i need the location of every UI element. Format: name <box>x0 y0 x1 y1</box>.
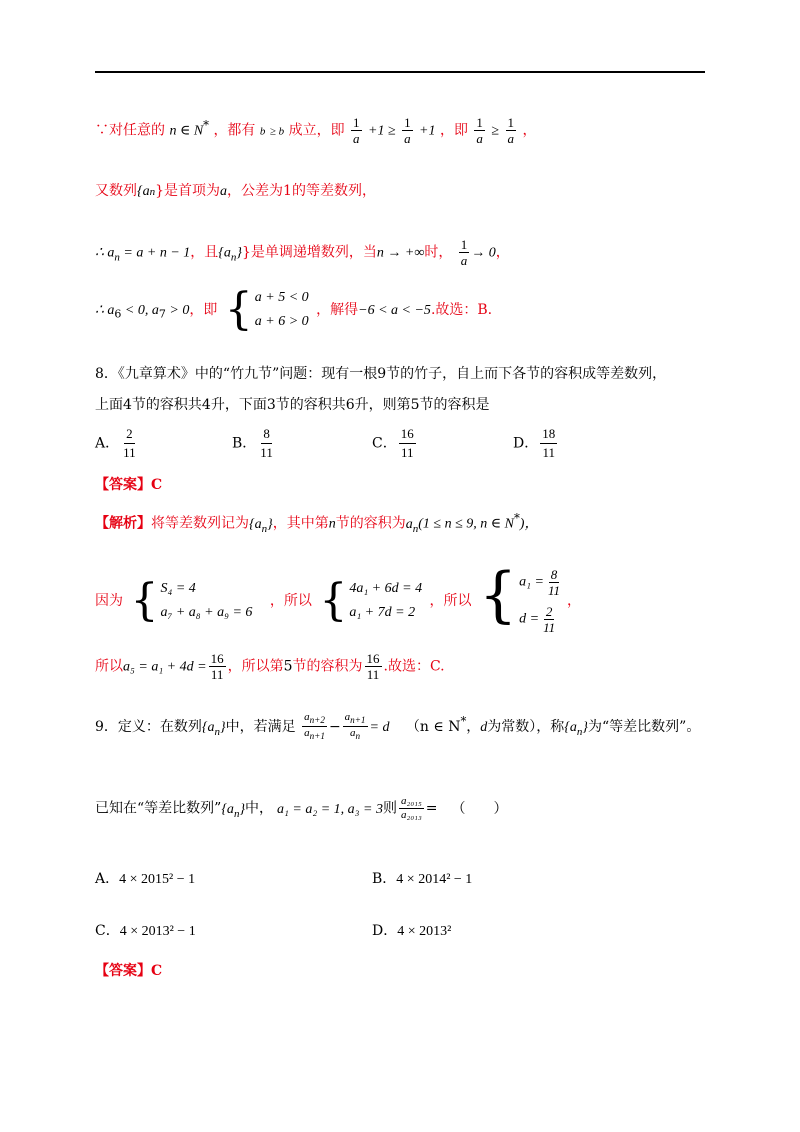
solution-line-1: ∵对任意的 n ∈ N* ，都有 b ≥ b 成立，即 $\frac{1}{a}$ +1 ≥ $\frac{1}{a}$ +1 ，即 $\frac{1}{a}$ ≥ $\frac{1}{a}$ ， <box>95 115 537 146</box>
q9-option-d[interactable]: D．4 × 2013² <box>372 923 452 939</box>
q9-option-c[interactable]: C．4 × 2013² − 1 <box>95 923 196 939</box>
q9-option-a[interactable]: A．4 × 2015² − 1 <box>95 871 196 887</box>
header-rule <box>95 71 705 73</box>
q8-analysis-line-2: 因为 { S₄ = 4 a₇ + a₈ + a₉ = 6 ，所以 { 4a₁ + 6d = 4 a₁ + 7d = 2 ，所以 { a₁ = $\frac{8}{11}$ d = $\frac{2}{11}$ ， <box>95 560 582 635</box>
solution-line-4: ∴ $a_6 < 0$, $a_7 > 0$，即 { a + 5 < 0 a + 6 > 0 ，解得−6 < a < −5.故选：B. <box>95 284 493 335</box>
q8-option-c[interactable]: C． $\frac{16}{11}$ <box>372 426 414 460</box>
q8-option-b[interactable]: B． $\frac{8}{11}$ <box>232 426 273 460</box>
q8-option-a[interactable]: A． $\frac{2}{11}$ <box>95 426 136 460</box>
q8-analysis-line-3: 所以a₅ = a₁ + 4d = $\frac{16}{11}$ ，所以第5节的容积为 $\frac{16}{11}$ .故选：C. <box>95 651 445 682</box>
solution-line-3: ∴ $a_n = a + n - 1$，且$\{a_n\}$}是单调递增数列，当n → +∞时， $\frac{1}{a}$ → 0， <box>95 237 510 268</box>
question-9-line-2: 已知在“等差比数列$”\{a_n\}$中， a₁ = a₂ = 1, a₃ = 3则 $\frac{\text{a₂₀₁₅}}{\text{a₂₀₁₃}}$ = （ ） <box>95 795 508 821</box>
q8-option-d[interactable]: D． $\frac{18}{11}$ <box>513 426 556 460</box>
q8-analysis-line-1: 【解析】将等差数列记为$\{a_n\}$，其中第n节的容积为$a_n(1 \le n \le 9$, n ∈ N*)， <box>95 511 539 535</box>
q9-option-b[interactable]: B．4 × 2014² − 1 <box>372 871 473 887</box>
question-8-line-1: 8．《九章算术》中的“竹九节”问题：现有一根9节的竹子，自上而下各节的容积成等差数列， <box>95 366 667 382</box>
q9-answer: 【答案】C <box>95 963 163 979</box>
q8-answer: 【答案】C <box>95 477 163 493</box>
question-9-line-1: 9．定义：在数列$\{a_n\}$中，若满足 $\frac{a_{n+2}}{a_{n+1}}$ − $\frac{a_{n+1}}{a_n}$ = d （n ∈ N*，d为常数），称$\{a_n\}$为“等差比数列”。 <box>95 711 701 742</box>
solution-line-2: 又数列{an}是首项为a，公差为1的等差数列， <box>95 183 376 199</box>
question-8-line-2: 上面4节的容积共4升，下面3节的容积共6升，则第5节的容积是 <box>95 397 490 413</box>
